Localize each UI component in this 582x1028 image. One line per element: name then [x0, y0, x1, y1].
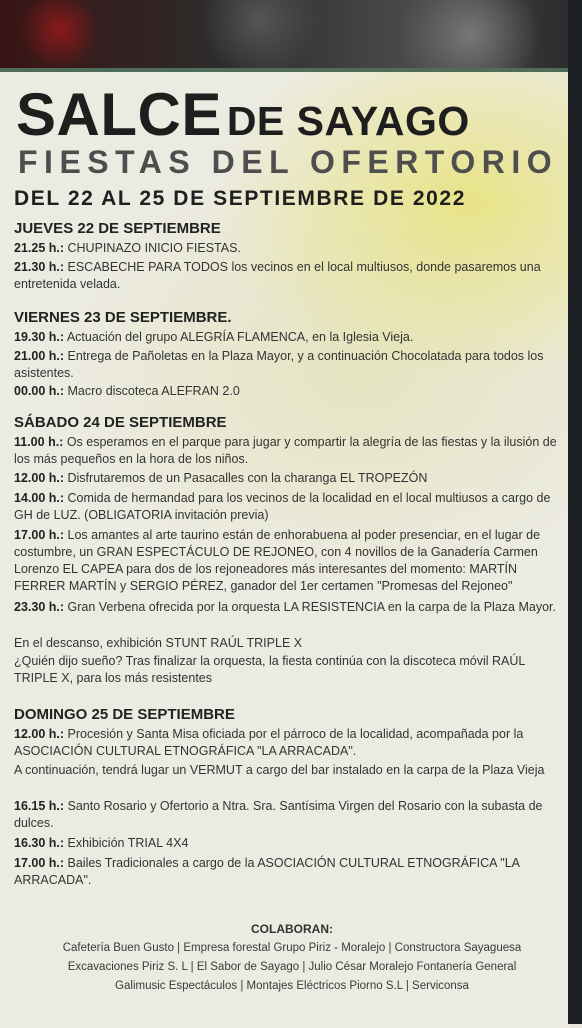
- poster-dates: DEL 22 AL 25 DE SEPTIEMBRE DE 2022: [14, 187, 466, 210]
- event-item: 17.00 h.: Bailes Tradicionales a cargo de la ASOCIACIÓN CULTURAL ETNOGRÁFICA "LA ARRACADA".: [14, 856, 520, 887]
- photo-edge: [568, 0, 582, 1024]
- title-region: DE SAYAGO: [226, 98, 470, 144]
- event-item: En el descanso, exhibición STUNT RAÚL TRIPLE X: [14, 636, 303, 650]
- event-item: 23.30 h.: Gran Verbena ofrecida por la orquesta LA RESISTENCIA en la carpa de la Plaza Mayor.: [14, 600, 556, 614]
- event-item: 21.30 h.: ESCABECHE PARA TODOS los vecinos en el local multiusos, donde pasaremos una entretenida velada.: [14, 260, 541, 291]
- sponsors-line: Excavaciones Piriz S. L | El Sabor de Sayago | Julio César Moralejo Fontanería General: [67, 961, 517, 973]
- event-item: A continuación, tendrá lugar un VERMUT a cargo del bar instalado en la carpa de la Plaza Vieja: [14, 763, 545, 777]
- day-heading-sabado: SÁBADO 24 DE SEPTIEMBRE: [14, 414, 227, 431]
- day-heading-domingo: DOMINGO 25 DE SEPTIEMBRE: [14, 706, 235, 723]
- event-item: 11.00 h.: Os esperamos en el parque para jugar y compartir la alegría de las fiestas y la ilusión de los más pequeños en la hora de los niños.: [14, 435, 557, 466]
- sponsors-line: Galimusic Espectáculos | Montajes Eléctricos Piorno S.L | Serviconsa: [115, 980, 469, 992]
- poster-subtitle: FIESTAS DEL OFERTORIO: [18, 144, 559, 180]
- sponsors-heading: COLABORAN:: [251, 922, 333, 936]
- title-town: SALCE: [16, 81, 222, 148]
- event-item: ¿Quién dijo sueño? Tras finalizar la orquesta, la fiesta continúa con la discoteca móvil RAÚL TRIPLE X, para los más resistentes: [14, 654, 525, 685]
- event-item: 12.00 h.: Procesión y Santa Misa oficiada por el párroco de la localidad, acompañada por la ASOCIACIÓN CULTURAL ETNOGRÁFICA "LA ARRACADA".: [14, 727, 524, 758]
- sponsors-line: Cafetería Buen Gusto | Empresa forestal Grupo Piriz - Moralejo | Constructora Sayaguesa: [62, 942, 522, 954]
- day-heading-viernes: VIERNES 23 DE SEPTIEMBRE.: [14, 309, 232, 326]
- event-item: 21.00 h.: Entrega de Pañoletas en la Plaza Mayor, y a continuación Chocolatada para todos los asistentes.: [14, 349, 544, 380]
- event-item: 19.30 h.: Actuación del grupo ALEGRÍA FLAMENCA, en la Iglesia Vieja.: [14, 330, 414, 344]
- event-item: 12.00 h.: Disfrutaremos de un Pasacalles con la charanga EL TROPEZÓN: [14, 471, 428, 485]
- event-item: 17.00 h.: Los amantes al arte taurino están de enhorabuena al poder presenciar, en el lugar de costumbre, un GRAN ESPECTÁCULO DE REJONEO, con 4 novillos de la Ganadería Carmen Lorenzo EL CAPEA para dos de los rejoneadores más interesantes del momento: MARTÍN FERRER MARTÍN y SERGIO PÉREZ, ganador del 1er certamen "Promesas del Rejoneo": [14, 528, 541, 593]
- event-item: 14.00 h.: Comida de hermandad para los vecinos de la localidad en el local multiusos a cargo de GH de LUZ. (OBLIGATORIA invitación previa): [14, 491, 551, 522]
- poster-title: [16, 80, 470, 149]
- event-item: 16.15 h.: Santo Rosario y Ofertorio a Ntra. Sra. Santísima Virgen del Rosario con la subasta de dulces.: [14, 799, 543, 830]
- background-photo: [0, 0, 582, 76]
- event-item: 21.25 h.: CHUPINAZO INICIO FIESTAS.: [14, 241, 241, 255]
- event-item: 16.30 h.: Exhibición TRIAL 4X4: [14, 836, 189, 850]
- day-heading-jueves: JUEVES 22 DE SEPTIEMBRE: [14, 220, 221, 237]
- event-item: 00.00 h.: Macro discoteca ALEFRAN 2.0: [14, 384, 240, 398]
